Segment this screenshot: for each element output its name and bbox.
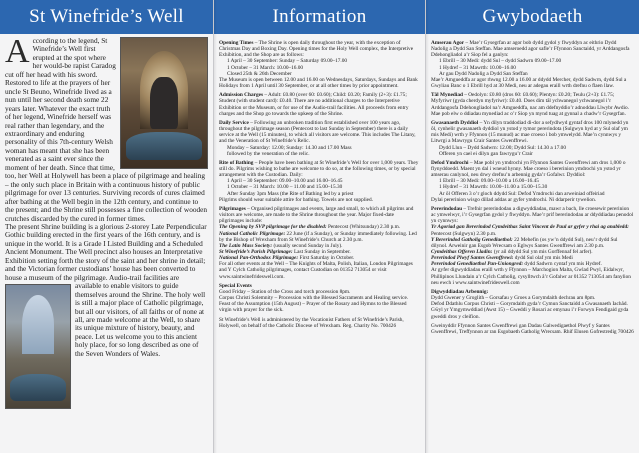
gothic-window-shape [22,295,54,354]
pererindodau-text: – Trefnir pererindodau a digwyddiadau, mawr a bach, lle croesewir pererinion ac ymwelwyr, i’r Gysegrfan gydol y flwyddyn. Mae’r prif bererindodau ar ddyddiadau penodol yn cynnwys: [431,205,634,225]
amserau-agor-section [431,40,634,89]
digwyddiad-line: Gŵyl yr Ymgymwddiad (Awst 15) – Gweddi y Rosari ac emynau i’r Forwyn Fendigaid gyda gweddi dros y cleifion. [431,307,629,320]
pererindodau-heading: Pererindodau [431,205,463,212]
shrine-window-photo [5,284,71,409]
pilgrimages-section [219,206,420,280]
bathing-time-line: 1 October – 31 March: 10.00 – 11.00 and 15.00–15.30 [227,184,343,191]
opening-times-heading: Opening Times [219,40,254,46]
pererindod-name: Yr Agoriad gan Bererindod Cymdeithas Saint Vincent de Paul ar gyfer y rhai ag anabledd: [431,224,629,231]
pilgrimage-item [219,231,420,243]
opening-times-line: Closed 25th & 26th December [227,70,292,77]
pererindod-item [431,224,634,236]
rite-of-bathing-text: – People have been bathing at St Winefride’s Well for over 1,000 years. They still do. Pilgrims wishing to bathe are welcome to do so, at the following times, or by special arrangement with the Custodian. Daily: [219,159,419,179]
gwasanaeth-line: Dydd Llun – Dydd Sadwrn: 12.00; Dydd Sul: 14.30 a 17.00 [439,144,566,151]
special-event-line: Feast of the Assumption (15th August) – Prayer of the Rosary and Hymns to the Blessed virgin with prayer for the sick. [219,301,407,314]
pererindod-item [431,237,634,249]
shrine-interior-photo [120,37,208,169]
digwyddiadau-section [431,289,634,320]
welsh-text-column [426,34,639,335]
charity-footer: St Winefride’s Well is administered by the Vocationist Fathers of St Winefride’s Parish, Holywell, on behalf of the Catholic Diocese of Wrexham. Reg. Charity No. 700426 [219,316,404,329]
pilgrimage-name: The Latin Mass Society: [219,242,273,249]
pererindod-detail: dydd Sadwrn cyntaf ym mis Hydref. [523,261,602,268]
rite-of-bathing-heading: Rite of Bathing [219,159,254,166]
pererindodau-contact: Ar gyfer digwyddiadau eraill wrth y Ffynnon – Marchogion Malta, Gwlad Pwyl, Eidalwyr, Phillipinos Llundain a’r Cylch Catholig, cysylltwch â’r Gofalwr ar 01352 713054 am fanylion neu ewch i www.saintwinefrideswell.com [431,267,631,286]
digwyddiadau-heading: Digwyddiadau Arbennig: [431,288,489,295]
pererindod-detail: Pentecost (Sulgwyn) 2.30 p.m. [431,230,497,237]
amgueddfa-text: Mae’r Amgueddfa ar agor rhwng 12.00 a 16.00 ar ddydd Mercher, dydd Sadwrn, dydd Sul a Gwyliau Banc o 1 Ebrill hyd at 30 Medi, neu ar adegau eraill wrth drefnu o flaen llaw. [431,76,627,90]
amserau-line: 1 Hydref – 31 Mawrth: 10.00–16.00 [439,64,516,71]
welsh-information-panel [425,0,639,453]
pilgrimages-heading: Pilgrimages [219,205,246,212]
bathing-time-line: After Sunday 3pm Mass (the Rite of Bathing led by a priest [227,190,354,197]
pererindod-name: Pererindod Plwyf Santes Gwenffrewi: [431,255,514,262]
tal-mynediad-heading: Tâl Mynediad [431,92,463,99]
pererindod-detail: (yr ail ddydd Sul ym mis Gorffennaf fel arfer). [492,249,593,255]
panel-title-history: St Winefride’s Well [0,0,213,34]
daily-service-line: Monday – Saturday: 12.00; Sunday: 14.30 and 17.00 Mass [227,144,352,151]
history-paragraph-2: The present Shrine building is a glorious 2-storey Late Perpendicular Gothic building erected in the first years of the 16th century, and is unique in the world. It is a Grade I Listed Building and a Scheduled Ancient Monument. The Well precinct also houses an Interpretative Exhibition setting forth the story of the saint and her shrine in detail; and the Victorian former custodians’ house has been converted to house a museum of the pilgrimage. Audio-trail facilities are [5,221,207,282]
digwyddiad-line: Defod Ddathlu Corpus Christi – Gorymdaith gyda’r Cymun Sanctaidd a Gwasanaeth Iachâd. [431,301,628,308]
pilgrimage-detail: Pentecost (Whitsunday) 2.30 p.m. [326,224,401,231]
gwasanaeth-section [431,120,634,157]
daily-service-section [219,120,420,157]
defod-ymdrochi-text: – Mae pobl yn ymdrochi yn Ffynnon Santes Gwenffrewi am dros 1,000 o flynyddoedd. Maent yn dal i wneud hynny. Mae croeso i bererinion ymdrochi yn ystod yr amserau canlynol, neu drwy drefnu’n arbennig gyda’r Gofalwr. Dyddiol: [431,159,626,179]
elusen-footer: Gweinyddir Ffynnon Santes Gwenffrewi gan Dadau Galwedigaethol Plwyf y Santes Gwenffrewi, Treffynnon ar ran Esgobaeth Gatholig Wrecsam. Rhif Elusen Gofrestredig 700426 [431,322,634,335]
panel-title-information: Information [214,0,425,34]
pererindod-name: Cymdeithas Offeren Lladin: [431,249,493,255]
daily-service-text: – Following an unbroken tradition first established over 100 years ago, throughout the pilgrimage season (Pentecost to last Sunday in September) there is a daily service at the Well (15 minutes), to which all visitors are welcome. This includes The Litany, and the Veneration of St Winefride’s Relic. [219,119,416,145]
history-paragraph-1: ccording to the legend, St Winefride’s Well first erupted at the spot where her would-be rapist Caradog cut off her head with his sword. Restored to life at the prayers of her uncle St Beuno, Winefride lived as a nun until her second death some 22 years later. Whatever the exact truth of her legend, Winefride herself was real rather than legendary, and the extraordinary and enduring personality of this 7th-century Welsh woman has meant that she has been venerated as a saint ever since the moment of her death. Since that time, too, her Well at Holywell has been a place of pilgrimage and healing – the only such place in Britain with a continuous history of public pilgrimage for over 13 centuries. Surviving records of cures claimed after bathing at the Well begin in the 12th century, and continue to the present; and the Shrine still possesses a fine collection of wooden crutches discarded by the cured in former times. [5,36,208,223]
tal-mynediad-text: – Oedolyn: £0.80 (dros 60: £0.60); Plentyn: £0.20; Teulu (2+3): £1.75; Myfyriwr (gyda cherdyn myfyriwr): £0.40. Does dim tâl ychwanegol ychwanegol i’r Arddangosfa Ddehongliadol na’r Amgueddfa, nac am ddefnyddio’r adnoddau Llwybr Awdio. Mae pob elw o ddiadau mynediad ac o’r Siop yn mynd tuag at gynnal a chadw’r Gysegrfan. [431,92,629,117]
statue-figure-shape [150,77,178,129]
defod-ymdrochi-section [431,160,634,203]
pilgrimage-name: National Catholic Pilgrimage: [219,230,286,237]
daily-service-line: followed by the veneration of the relic. [227,150,310,157]
pilgrimage-detail: First Saturday in October. [298,255,355,262]
gwasanaeth-heading: Gwasanaeth Dyddiol [431,119,479,126]
special-events-section [219,283,420,314]
history-paragraph-3: available to enable visitors to guide themselves around the Shrine. The holy well is still a major place of Catholic pilgrimage, but all our visitors, of all faiths or of none at all, are made welcome at the Well, to share its unique mixture of history, beauty, and peace. Let us welcome you to this ancient holy place, for so long described as one of the Seven Wonders of Wales. [75,281,206,358]
well-pool-shape [126,132,202,161]
tal-mynediad-section [431,92,634,117]
pilgrimage-detail: Last Sunday in September. [292,249,351,255]
pilgrimages-text: – Organised pilgrimages and events, large and small, to which all pilgrims and visitors are welcome, are made to the Shrine throughout the year. Major fixed-date pilgrimages include: [219,205,414,225]
opening-times-line: 1 April – 30 September: Sunday – Saturday 09.00–17.00 [227,58,348,65]
information-panel [213,0,425,453]
pererindod-detail: 22 Mehefin (os yw’n ddydd Sul), neu’r dydd Sul dilynol. Arweinir gan Esgob Wrecsam o Eglwys Santes Gwenffrewi am 2.30 p.m. [431,236,618,249]
digwyddiad-line: Dydd Gwener y Groglith – Gorsafau y Groes a Gorymdaith dechrau am 8pm. [431,295,596,302]
information-text-column [214,34,425,329]
museum-hours-text: The Museum is open between 12.00 and 16.00 on Wednesdays, Saturdays, Sundays and Bank Holidays from 1 April until 30 September, or at all other times by prior appointment. [219,76,418,90]
ymdrochi-line: 1 Ebrill – 30 Medi: 09.00–10.00 a 16.00–16.45 [439,178,539,185]
pilgrimage-name: The Opening by SVP pilgrimage for the disabled: [219,224,327,231]
pilgrimage-detail: 22 June (if a Sunday), or Sunday immediately following. Led by the Bishop of Wrexham from St Winefride’s Church at 2.30 p.m. [219,230,417,243]
pererindodau-section [431,206,634,286]
ymdrochi-line: Ar ôl Offeren 3 o’r gloch ddydd Sul: Defod Ymdrochi dan arweiniad offeiriad [439,190,605,197]
ymdrochi-line: 1 Hydref – 31 Mawrth: 10.00–11.00 a 15.00–15.30 [439,184,548,191]
opening-times-section [219,40,420,89]
opening-times-line: 1 October – 31 March: 10.00–16.00 [227,64,304,71]
bathing-time-line: 1 April – 30 September: 09.00–10.00 and 16.00–16.45 [227,178,343,185]
pilgrimage-name: National Pan-Orthodox Pilgrimage: [219,255,299,262]
admission-heading: Admission Charges [219,92,263,99]
amserau-agor-heading: Amserau Agor [431,40,465,46]
pilgrimages-contact: For all other events at the Well – The Knights of Malta, Polish, Italian, London Pilgrimages and Y Cylch Catholig pilgrimages, contact Custodian on 01352 713054 or visit www.saintwinefrideswell.com. [219,261,413,280]
special-events-heading: Special Events [219,282,252,289]
ymdrochi-note: Dylai pererinion wisgo dillad addas ar gyfer ymdrochi. Ni ddarperir tywelion. [431,196,597,203]
admission-text: – Adult: £0.80 (over 60: £0.60); Child: £0.20; Family (2+3): £1.75; Student (with student card): £0.40. There are no additional charges to the Interpretive Exhibition or the Museum, or for use of the Audio-trail facilities. All proceeds from entry charges and the Shop go towards the upkeep of the Shrine. [219,92,409,117]
pilgrimage-name: St Winefride’s Parish Pilgrimage: [219,249,293,255]
opening-times-intro: – The Shrine is open daily throughout the year, with the exception of Christmas Day and Boxing Day. Opening times for the Holy Well complex, the Interpretive Exhibition, and the Shop are as follows: [219,40,414,59]
special-event-line: Corpus Christi Solemnity – Procession with the Blessed Sacraments and Healing service. [219,295,409,302]
bath-pool-shape [10,374,66,401]
fold-shadow [426,0,429,453]
rite-of-bathing-section [219,160,420,203]
pererindod-name: Pererindod Genedlaethol Pan-Uniongred: [431,261,524,268]
drop-cap: A [5,33,30,70]
special-event-line: Good Friday – Station of the Cross and torch procession 8pm. [219,288,351,295]
bathing-note: Pilgrims should wear suitable attire for bathing. Towels are not supplied. [219,196,373,203]
gwasanaeth-line: Offeren yn cael ei dilyn gan fawrygu’r Crair [439,150,533,157]
daily-service-heading: Daily Service [219,119,249,126]
history-panel [0,0,213,453]
gwasanaeth-text: – Yn dilyn traddodiad di-dor a sefydlwyd gyntaf dros 100 mlynedd yn ôl, cynhelir gwasanaeth dyddiol yn ystod y tymor pererindota (Sulgwyn hyd at y Sul olaf ym mis Medi) wrth y Ffynnon (15 munud) ac mae croeso i bob ymwelydd. Mae’n cynnwys y Litwrgi a Mawrygu Crair Santes Gwenffrewi. [431,119,629,145]
amserau-line: 1 Ebrill – 30 Medi: dydd Sul – dydd Sadwrn 09.00–17.00 [439,58,562,65]
pererindod-detail: dydd Sul olaf ym mis Medi [513,255,573,262]
amserau-line: Ar gau Dydd Nadolig a Dydd San Steffan [439,70,528,77]
history-text-column [0,34,213,409]
fold-shadow [214,0,217,453]
panel-title-gwybodaeth: Gwybodaeth [426,0,639,34]
amserau-agor-text: – Mae’r Gysegrfan ar agor bob dydd gydol y flwyddyn ac eithrio Dydd Nadolig a Dydd San Steffan. Mae amseroedd agor safle’r Ffynnon Sanctaidd, yr Arddangosfa Ddehongliadol a’r Siop fel a ganlyn: [431,40,630,59]
admission-section [219,92,420,117]
pererindod-name: Y Bererindod Gatholig Genedlaethol: [431,236,513,243]
defod-ymdrochi-heading: Defod Ymdrochi [431,159,469,166]
pilgrimage-detail: (usually second Sunday in July). [272,242,343,249]
